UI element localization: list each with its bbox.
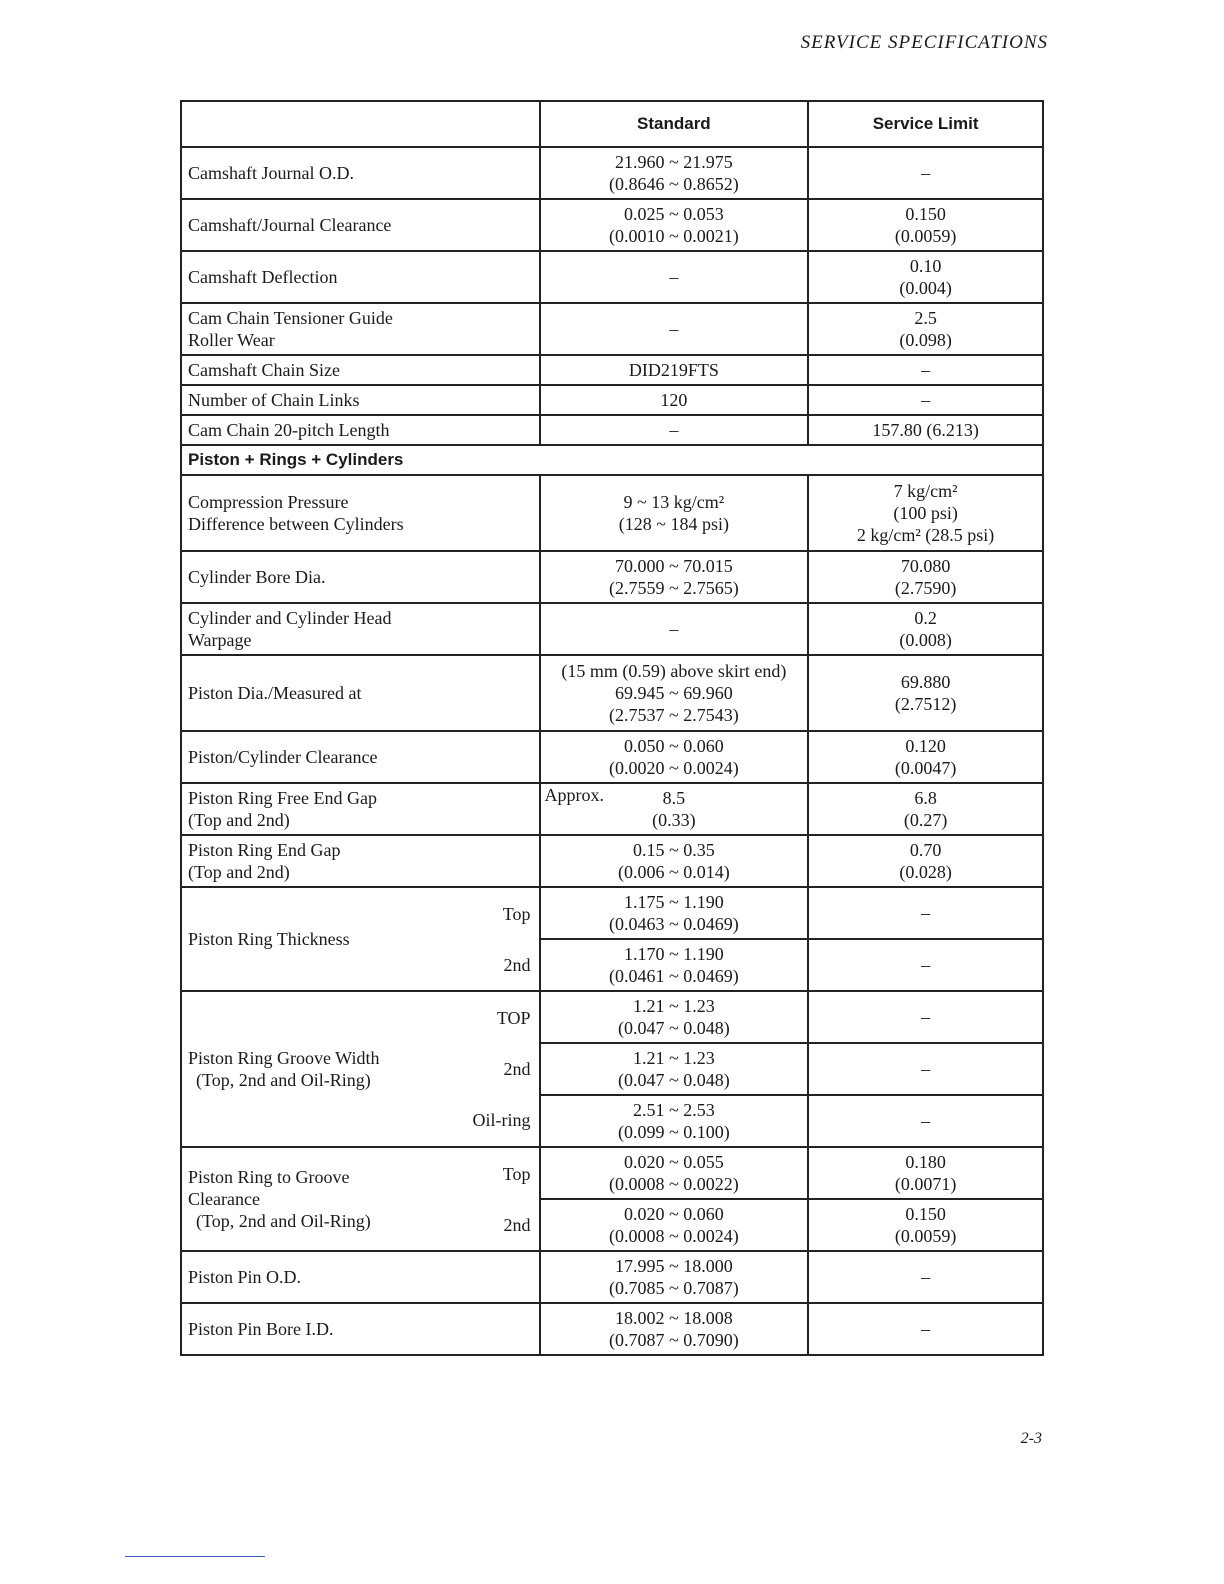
header-standard: Standard: [540, 101, 809, 147]
item-cell: Compression Pressure Difference between Cylinders: [181, 475, 540, 551]
limit-cell: –: [808, 1303, 1043, 1355]
page-number: 2-3: [1020, 1430, 1042, 1447]
limit-cell: 0.150 (0.0059): [808, 199, 1043, 251]
item-cell: Number of Chain Links: [181, 385, 540, 415]
limit-cell: –: [808, 1095, 1043, 1147]
item-cell: Piston Ring Groove Width (Top, 2nd and Oil-Ring) TOP 2nd Oil-ring: [181, 991, 540, 1147]
table-row: [181, 603, 1043, 655]
sub-label: TOP: [496, 1007, 531, 1028]
limit-cell: –: [808, 1251, 1043, 1303]
approx-label: Approx.: [544, 785, 604, 805]
standard-cell: 0.15 ~ 0.35 (0.006 ~ 0.014): [540, 835, 809, 887]
section-row: [181, 445, 1043, 475]
item-cell: Piston Dia./Measured at: [181, 655, 540, 731]
standard-cell: 1.175 ~ 1.190 (0.0463 ~ 0.0469): [540, 887, 809, 939]
limit-cell: 69.880 (2.7512): [808, 655, 1043, 731]
table-row: [181, 415, 1043, 445]
section-title: Piston + Rings + Cylinders: [181, 445, 1043, 475]
standard-cell: 17.995 ~ 18.000 (0.7085 ~ 0.7087): [540, 1251, 809, 1303]
table-row: [181, 355, 1043, 385]
item-cell: Cylinder and Cylinder Head Warpage: [181, 603, 540, 655]
standard-cell: –: [540, 303, 809, 355]
standard-cell: 18.002 ~ 18.008 (0.7087 ~ 0.7090): [540, 1303, 809, 1355]
item-cell: Piston Ring Thickness Top 2nd: [181, 887, 540, 991]
standard-cell: 2.51 ~ 2.53 (0.099 ~ 0.100): [540, 1095, 809, 1147]
limit-cell: 70.080 (2.7590): [808, 551, 1043, 603]
standard-cell: 1.170 ~ 1.190 (0.0461 ~ 0.0469): [540, 939, 809, 991]
item-cell: Piston Pin O.D.: [181, 1251, 540, 1303]
standard-cell: Approx. 8.5 (0.33): [540, 783, 809, 835]
standard-cell: 1.21 ~ 1.23 (0.047 ~ 0.048): [540, 991, 809, 1043]
service-spec-table: [180, 100, 1044, 1356]
limit-cell: 0.70 (0.028): [808, 835, 1043, 887]
sub-label: 2nd: [503, 954, 531, 975]
limit-cell: –: [808, 385, 1043, 415]
limit-cell: –: [808, 939, 1043, 991]
standard-cell: 120: [540, 385, 809, 415]
item-cell: Piston/Cylinder Clearance: [181, 731, 540, 783]
sub-label: 2nd: [503, 1058, 531, 1079]
limit-cell: 2.5 (0.098): [808, 303, 1043, 355]
standard-cell: (15 mm (0.59) above skirt end) 69.945 ~ 69.960 (2.7537 ~ 2.7543): [540, 655, 809, 731]
standard-cell: 21.960 ~ 21.975 (0.8646 ~ 0.8652): [540, 147, 809, 199]
standard-cell: 0.050 ~ 0.060 (0.0020 ~ 0.0024): [540, 731, 809, 783]
standard-cell: 0.020 ~ 0.055 (0.0008 ~ 0.0022): [540, 1147, 809, 1199]
table-row: [181, 385, 1043, 415]
table-row: [181, 783, 1043, 835]
table-row: [181, 887, 1043, 939]
limit-cell: 0.120 (0.0047): [808, 731, 1043, 783]
standard-cell: 1.21 ~ 1.23 (0.047 ~ 0.048): [540, 1043, 809, 1095]
table-row: [181, 147, 1043, 199]
standard-cell: 0.020 ~ 0.060 (0.0008 ~ 0.0024): [540, 1199, 809, 1251]
item-cell: Piston Ring Free End Gap (Top and 2nd): [181, 783, 540, 835]
standard-cell: DID219FTS: [540, 355, 809, 385]
standard-cell: 9 ~ 13 kg/cm² (128 ~ 184 psi): [540, 475, 809, 551]
header-service-limit: Service Limit: [808, 101, 1043, 147]
standard-cell: 0.025 ~ 0.053 (0.0010 ~ 0.0021): [540, 199, 809, 251]
table-row: [181, 1251, 1043, 1303]
limit-cell: 0.150 (0.0059): [808, 1199, 1043, 1251]
limit-cell: 157.80 (6.213): [808, 415, 1043, 445]
limit-cell: 7 kg/cm² (100 psi) 2 kg/cm² (28.5 psi): [808, 475, 1043, 551]
table-row: [181, 551, 1043, 603]
item-cell: Camshaft/Journal Clearance: [181, 199, 540, 251]
sub-label: 2nd: [503, 1214, 531, 1235]
standard-cell: –: [540, 603, 809, 655]
table-row: [181, 835, 1043, 887]
item-cell: Cam Chain 20-pitch Length: [181, 415, 540, 445]
table-row: [181, 303, 1043, 355]
item-cell: Camshaft Deflection: [181, 251, 540, 303]
header-item: [181, 101, 540, 147]
table-row: [181, 731, 1043, 783]
limit-cell: –: [808, 147, 1043, 199]
item-cell: Cylinder Bore Dia.: [181, 551, 540, 603]
limit-cell: –: [808, 991, 1043, 1043]
standard-cell: 70.000 ~ 70.015 (2.7559 ~ 2.7565): [540, 551, 809, 603]
item-cell: Piston Pin Bore I.D.: [181, 1303, 540, 1355]
sub-label: Top: [502, 1163, 531, 1184]
sub-label: Oil-ring: [472, 1110, 531, 1131]
limit-cell: 0.10 (0.004): [808, 251, 1043, 303]
footer-divider: [125, 1556, 265, 1557]
limit-cell: 6.8 (0.27): [808, 783, 1043, 835]
page-header-title: SERVICE SPECIFICATIONS: [800, 32, 1048, 53]
item-cell: Piston Ring to Groove Clearance (Top, 2nd and Oil-Ring) Top 2nd: [181, 1147, 540, 1251]
limit-cell: 0.180 (0.0071): [808, 1147, 1043, 1199]
table-row: [181, 251, 1043, 303]
table-row: [181, 655, 1043, 731]
standard-cell: –: [540, 251, 809, 303]
table-row: [181, 1303, 1043, 1355]
table-row: [181, 991, 1043, 1043]
limit-cell: –: [808, 887, 1043, 939]
standard-cell: –: [540, 415, 809, 445]
sub-label: Top: [502, 903, 531, 924]
table-row: [181, 1147, 1043, 1199]
item-cell: Camshaft Journal O.D.: [181, 147, 540, 199]
item-cell: Cam Chain Tensioner Guide Roller Wear: [181, 303, 540, 355]
limit-cell: –: [808, 1043, 1043, 1095]
table-row: [181, 199, 1043, 251]
limit-cell: –: [808, 355, 1043, 385]
item-cell: Piston Ring End Gap (Top and 2nd): [181, 835, 540, 887]
table-header-row: [181, 101, 1043, 147]
limit-cell: 0.2 (0.008): [808, 603, 1043, 655]
table-row: [181, 475, 1043, 551]
item-cell: Camshaft Chain Size: [181, 355, 540, 385]
